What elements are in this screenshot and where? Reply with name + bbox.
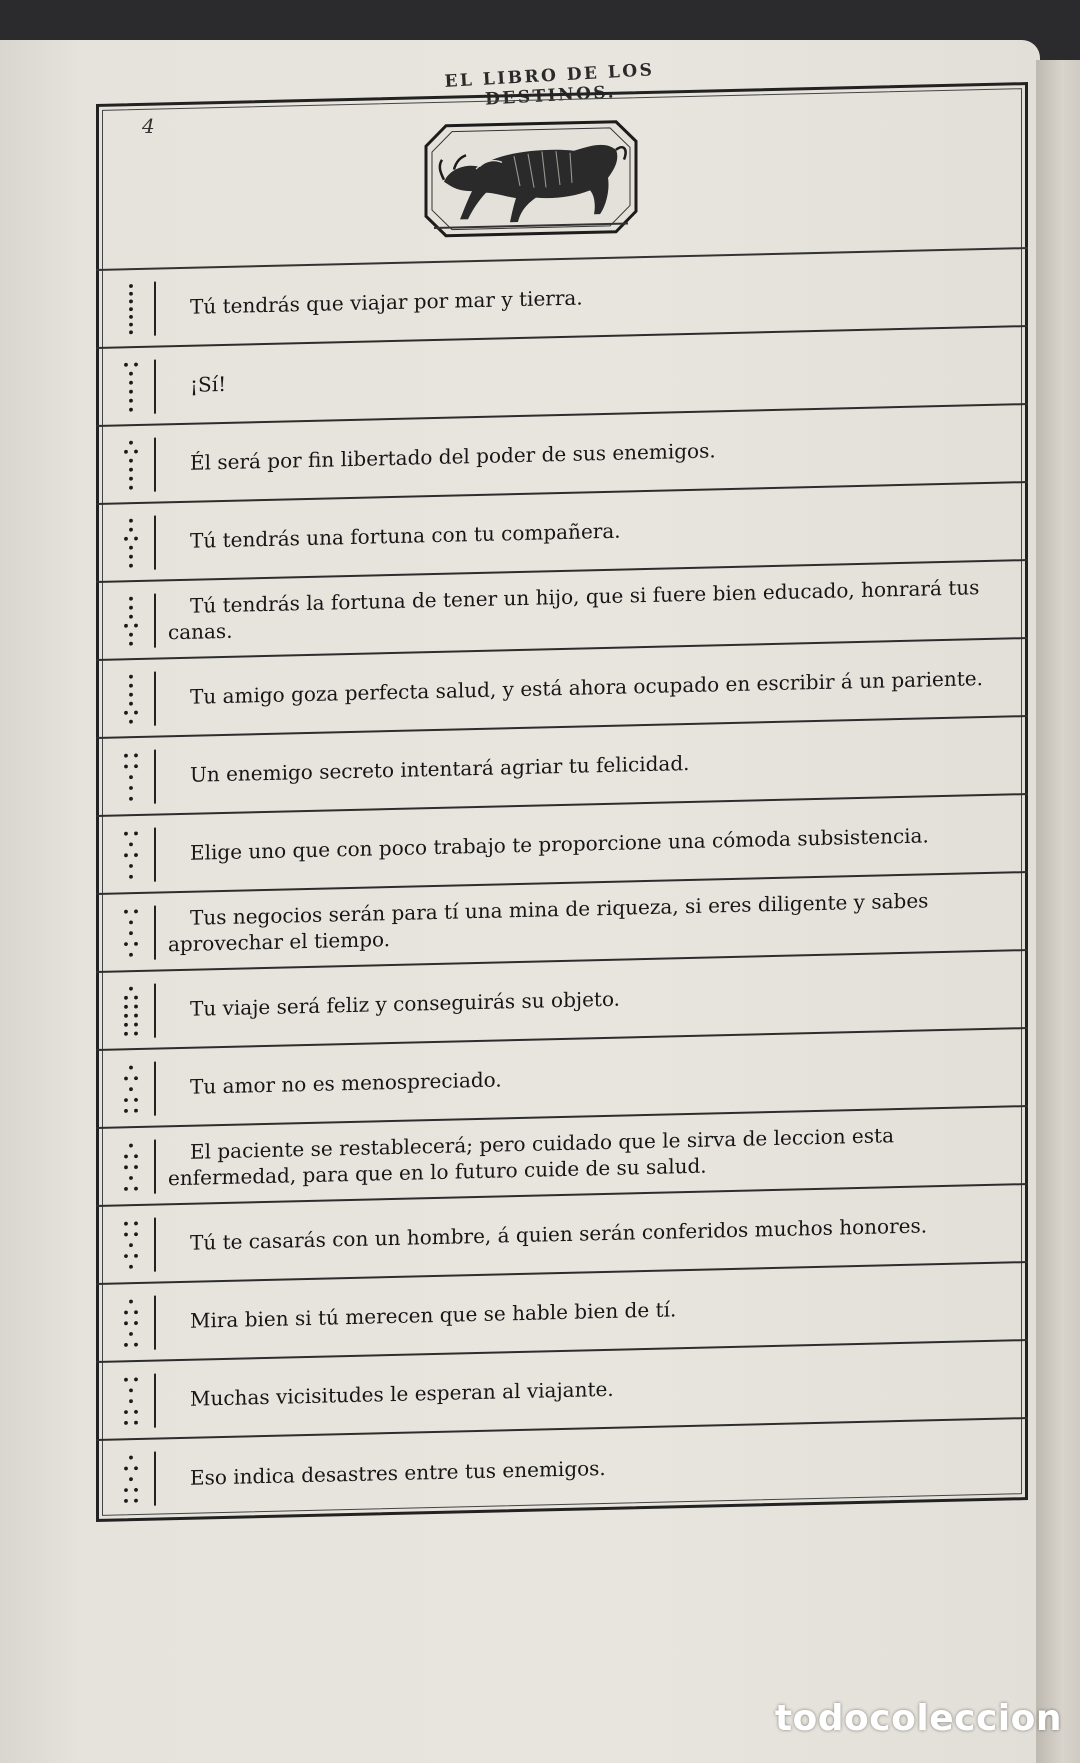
dot-mark [129,300,133,304]
dot-mark [124,1467,128,1471]
dot-mark [129,399,133,403]
dot-mark [129,875,133,879]
dot-marks-icon [118,594,144,649]
dot-mark [124,1488,128,1492]
dot-mark [124,910,128,914]
dot-mark [129,486,133,490]
dot-mark [124,1014,128,1018]
separator-bar [154,906,156,960]
separator-bar [154,750,156,804]
oracle-table [96,82,1028,1522]
dot-mark [124,1321,128,1325]
separator-bar [154,1374,156,1428]
dot-mark [129,1144,133,1148]
dot-mark [129,372,133,376]
separator-bar [154,1062,156,1116]
dot-mark [134,624,138,628]
entry-text: Mira bien si tú merecen que se hable bien de tí. [190,1297,677,1333]
dot-mark [124,1032,128,1036]
dot-mark [129,441,133,445]
dot-mark [129,693,133,697]
dot-mark [134,1032,138,1036]
separator-bar [154,282,156,336]
dot-mark [134,832,138,836]
watermark-logo: todocoleccion [774,1698,1062,1739]
dot-mark [124,1187,128,1191]
separator-bar [154,438,156,492]
dot-mark [124,1311,128,1315]
dot-mark [124,1222,128,1226]
dot-marks-icon [118,750,144,805]
dot-mark [129,1388,133,1392]
dot-mark [134,853,138,857]
entry-text: Tu viaje será feliz y conseguirás su objeto. [190,986,620,1021]
dot-mark [124,1343,128,1347]
dot-mark [124,1499,128,1503]
dot-mark [134,1410,138,1414]
dot-mark [129,606,133,610]
dot-mark [124,1233,128,1237]
separator-bar [154,594,156,648]
entry-text: Tu amor no es menospreciado. [190,1067,502,1099]
dot-mark [134,1378,138,1382]
dot-mark [129,1243,133,1247]
dot-marks-icon [118,1296,144,1351]
dot-mark [129,1332,133,1336]
dot-mark [129,1456,133,1460]
dot-mark [134,1254,138,1258]
dot-marks-icon [118,1452,144,1507]
dot-mark [129,1399,133,1403]
dot-mark [124,754,128,758]
entry-text: Tu amigo goza perfecta salud, y está ahora ocupado en escribir á un pariente. [190,666,983,709]
dot-mark [124,1098,128,1102]
entry-text: Él será por fin libertado del poder de sus enemigos. [190,438,716,475]
dot-marks-icon [118,282,144,337]
entry-text: Muchas vicisitudes le esperan al viajante. [190,1376,614,1411]
dot-mark [129,1477,133,1481]
dot-mark [129,797,133,801]
dot-mark [129,315,133,319]
dot-mark [134,1343,138,1347]
dot-mark [124,765,128,769]
dot-marks-icon [118,906,144,961]
entry-list [96,249,1028,1519]
dot-mark [129,519,133,523]
separator-bar [154,1218,156,1272]
dot-mark [124,1410,128,1414]
dot-mark [134,1076,138,1080]
dot-marks-icon [118,828,144,883]
dot-mark [124,624,128,628]
entry-text: El paciente se restablecerá; pero cuidado que le sirva de leccion esta enfermedad, para que en lo futuro cuide de su salud. [168,1123,894,1191]
separator-bar [154,828,156,882]
dot-mark [129,597,133,601]
dot-mark [129,1087,133,1091]
bull-engraving-icon [424,119,638,238]
dot-mark [129,987,133,991]
entry-text: Tus negocios serán para tí una mina de riqueza, si eres diligente y sabes aprovechar el tiempo. [168,888,929,957]
dot-mark [129,675,133,679]
dot-mark [129,292,133,296]
dot-mark [129,842,133,846]
entry-text: Tú tendrás una fortuna con tu compañera. [190,518,621,553]
separator-bar [154,360,156,414]
dot-mark [129,684,133,688]
dot-mark [129,642,133,646]
dot-mark [124,1023,128,1027]
dot-mark [134,754,138,758]
dot-mark [134,1310,138,1314]
dot-mark [134,1232,138,1236]
dot-mark [124,832,128,836]
dot-mark [134,764,138,768]
dot-mark [129,953,133,957]
dot-mark [129,408,133,412]
dot-mark [134,942,138,946]
page-edge [1036,60,1080,1763]
dot-mark [129,307,133,311]
separator-bar [154,516,156,570]
entry-text: Elige uno que con poco trabajo te proporcione una cómoda subsistencia. [190,823,929,865]
dot-mark [124,996,128,1000]
dot-mark [124,1378,128,1382]
dot-mark [134,1005,138,1009]
dot-mark [124,1165,128,1169]
dot-mark [124,450,128,454]
dot-mark [129,615,133,619]
dot-mark [129,477,133,481]
dot-mark [134,1466,138,1470]
dot-mark [124,1109,128,1113]
dot-mark [129,564,133,568]
dot-marks-icon [118,360,144,415]
dot-mark [129,633,133,637]
dot-marks-icon [118,984,144,1039]
dot-mark [124,1155,128,1159]
dot-mark [134,1154,138,1158]
dot-mark [124,942,128,946]
running-head: EL LIBRO DE LOS DESTINOS. [443,60,655,110]
dot-mark [134,1098,138,1102]
entry-text: Tú tendrás que viajar por mar y tierra. [190,285,583,319]
dot-mark [124,363,128,367]
dot-mark [129,468,133,472]
dot-mark [134,1187,138,1191]
dot-mark [129,555,133,559]
dot-mark [129,1176,133,1180]
dot-mark [129,786,133,790]
dot-mark [129,775,133,779]
dot-mark [129,459,133,463]
dot-mark [129,546,133,550]
dot-mark [129,1066,133,1070]
dot-mark [134,1321,138,1325]
dot-mark [124,853,128,857]
separator-bar [154,672,156,726]
dot-mark [129,702,133,706]
dot-mark [124,1254,128,1258]
dot-mark [124,1077,128,1081]
emblem-box [96,82,1028,271]
dot-mark [129,381,133,385]
dot-marks-icon [118,1062,144,1117]
dot-mark [134,1222,138,1226]
dot-mark [124,1005,128,1009]
entry-text: Un enemigo secreto intentará agriar tu felicidad. [190,751,690,787]
dot-marks-icon [118,1374,144,1429]
entry-text: Tú te casarás con un hombre, á quien serán conferidos muchos honores. [190,1213,928,1255]
dot-mark [129,920,133,924]
dot-mark [134,996,138,1000]
separator-bar [154,1296,156,1350]
entry-text: Tú tendrás la fortuna de tener un hijo, que si fuere bien educado, honrará tus canas. [168,575,980,645]
dot-marks-icon [118,516,144,571]
dot-mark [124,711,128,715]
dot-mark [129,323,133,327]
separator-bar [154,1452,156,1506]
dot-mark [124,537,128,541]
dot-mark [129,284,133,288]
entry-text: ¡Sí! [190,371,227,397]
dot-marks-icon [118,672,144,727]
separator-bar [154,984,156,1038]
dot-mark [129,390,133,394]
entry-text: Eso indica desastres entre tus enemigos. [190,1455,606,1490]
dot-marks-icon [118,1218,144,1273]
dot-mark [134,1014,138,1018]
dot-mark [134,1109,138,1113]
dot-mark [129,864,133,868]
dot-mark [129,330,133,334]
separator-bar [154,1140,156,1194]
dot-mark [134,1165,138,1169]
dot-mark [129,720,133,724]
dot-mark [129,1265,133,1269]
dot-marks-icon [118,438,144,493]
dot-mark [124,1421,128,1425]
dot-mark [134,537,138,541]
dot-mark [129,1300,133,1304]
dot-marks-icon [118,1140,144,1195]
dot-mark [129,931,133,935]
dot-mark [134,711,138,715]
page-number: 4 [142,114,155,138]
dot-mark [129,528,133,532]
dot-mark [134,363,138,367]
dot-mark [134,1023,138,1027]
dot-mark [134,1421,138,1425]
dot-mark [134,450,138,454]
dot-mark [134,1499,138,1503]
dot-mark [134,1488,138,1492]
dot-mark [134,910,138,914]
